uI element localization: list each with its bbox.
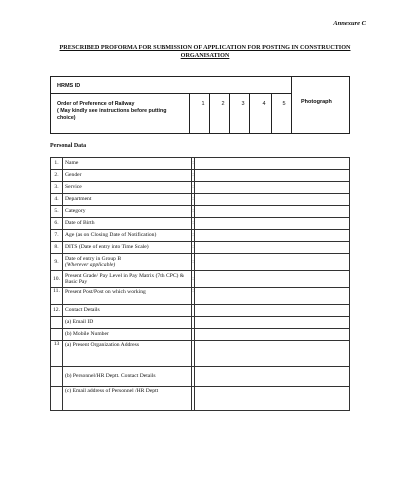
contact-details-value-field[interactable] — [195, 305, 350, 317]
row-number — [51, 387, 63, 411]
row-colon: : — [192, 182, 195, 194]
row-colon: : — [192, 218, 195, 230]
personal-data-table — [50, 157, 350, 411]
hrms-divider — [51, 93, 291, 94]
row-number: 2. — [51, 170, 63, 182]
department-value-field[interactable] — [195, 194, 350, 206]
organization-address-value-field[interactable] — [195, 341, 350, 367]
row-number: 12. — [51, 305, 63, 317]
hr-email-value-field[interactable] — [195, 387, 350, 411]
form-title: PRESCRIBED PROFORMA FOR SUBMISSION OF APPLICATION FOR POSTING IN CONSTRUCTION ORGANISATION — [59, 44, 351, 59]
table-row — [51, 158, 350, 170]
pref-divider — [209, 93, 210, 134]
row-label — [63, 254, 192, 271]
row-number: 13 — [51, 341, 63, 367]
table-row — [51, 367, 350, 387]
row-label: (b) Mobile Number — [63, 329, 192, 341]
pay-level-value-field[interactable] — [195, 271, 350, 288]
row-number — [51, 367, 63, 387]
mobile-number-value-field[interactable] — [195, 329, 350, 341]
table-row — [51, 194, 350, 206]
table-row — [51, 288, 350, 305]
table-row — [51, 305, 350, 317]
row-number: 10. — [51, 271, 63, 288]
table-row — [51, 206, 350, 218]
row-label: DITS (Date of entry into Time Scale) — [63, 242, 192, 254]
row-number: 7. — [51, 230, 63, 242]
group-b-entry-value-field[interactable] — [195, 254, 350, 271]
name-value-field[interactable] — [195, 158, 350, 170]
table-row — [51, 254, 350, 271]
age-value-field[interactable] — [195, 230, 350, 242]
row-number: 3. — [51, 182, 63, 194]
row-label-text: Date of entry in Group B — [65, 255, 122, 262]
row-colon: : — [192, 194, 195, 206]
row-label-note: (Wherever applicable) — [65, 262, 116, 268]
header-box — [50, 76, 350, 134]
order-of-preference-label — [57, 101, 185, 122]
order-note-text: ( May kindly see instructions before putting choice) — [57, 108, 167, 121]
pref-divider — [271, 93, 272, 134]
preference-3[interactable]: 3 — [241, 101, 245, 107]
row-label: Gender — [63, 170, 192, 182]
row-colon: : — [192, 254, 195, 271]
row-label: Department — [63, 194, 192, 206]
table-row — [51, 271, 350, 288]
row-number: 4. — [51, 194, 63, 206]
row-label: Name — [63, 158, 192, 170]
table-row — [51, 182, 350, 194]
preference-5[interactable]: 5 — [282, 101, 286, 107]
row-number: 11. — [51, 288, 63, 305]
table-row — [51, 329, 350, 341]
preference-1[interactable]: 1 — [201, 101, 205, 107]
photograph-box-label: Photograph — [301, 99, 332, 105]
hr-contact-value-field[interactable] — [195, 367, 350, 387]
row-colon: : — [192, 288, 195, 305]
row-label: (b) Personnel/HR Deptt. Contact Details — [63, 367, 192, 387]
row-number: 6. — [51, 218, 63, 230]
pref-divider — [189, 93, 190, 134]
table-row — [51, 242, 350, 254]
row-colon: : — [192, 230, 195, 242]
preference-4[interactable]: 4 — [262, 101, 266, 107]
row-label: Category — [63, 206, 192, 218]
table-row — [51, 387, 350, 411]
row-number — [51, 317, 63, 329]
email-id-value-field[interactable] — [195, 317, 350, 329]
row-label: Date of Birth — [63, 218, 192, 230]
row-colon: : — [192, 242, 195, 254]
row-colon: : — [192, 271, 195, 288]
table-row — [51, 170, 350, 182]
pref-divider — [229, 93, 230, 134]
order-label-text: Order of Preference of Railway — [57, 101, 135, 107]
dits-value-field[interactable] — [195, 242, 350, 254]
row-label: Contact Details — [63, 305, 192, 317]
preference-2[interactable]: 2 — [221, 101, 225, 107]
table-row — [51, 218, 350, 230]
personal-data-heading: Personal Data — [50, 143, 87, 149]
row-number: 1. — [51, 158, 63, 170]
gender-value-field[interactable] — [195, 170, 350, 182]
pref-divider — [249, 93, 250, 134]
row-label: Present Post/Post on which working — [63, 288, 192, 305]
row-colon: : — [192, 170, 195, 182]
row-label: Present Grade/ Pay Level in Pay Matrix (7th CPC) & Basic Pay — [63, 271, 192, 288]
service-value-field[interactable] — [195, 182, 350, 194]
date-of-birth-value-field[interactable] — [195, 218, 350, 230]
row-label: (c) Email address of Personnel /HR Deptt — [63, 387, 192, 411]
row-colon: : — [192, 206, 195, 218]
row-label: Age (as on Closing Date of Notification) — [63, 230, 192, 242]
row-number: 9. — [51, 254, 63, 271]
table-row — [51, 341, 350, 367]
row-label: (a) Email ID — [63, 317, 192, 329]
hrms-id-label: HRMS ID — [57, 83, 81, 89]
row-colon: : — [192, 158, 195, 170]
table-row — [51, 317, 350, 329]
annexure-label: Annexure C — [333, 20, 366, 27]
row-label: Service — [63, 182, 192, 194]
category-value-field[interactable] — [195, 206, 350, 218]
row-label: (a) Present Organization Address — [63, 341, 192, 367]
row-number: 8. — [51, 242, 63, 254]
row-number — [51, 329, 63, 341]
row-number: 5. — [51, 206, 63, 218]
present-post-value-field[interactable] — [195, 288, 350, 305]
table-row — [51, 230, 350, 242]
